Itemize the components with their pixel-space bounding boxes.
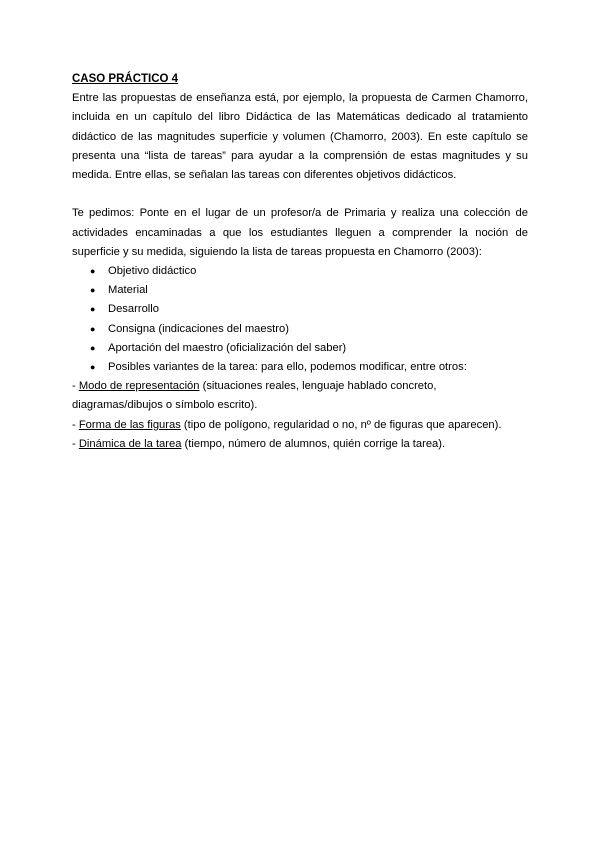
variant-prefix: - — [72, 380, 79, 393]
document-page — [72, 70, 528, 454]
variant-detail: (tipo de polígono, regularidad o no, nº de figuras que aparecen). — [180, 418, 502, 431]
variant-prefix: - — [72, 418, 79, 431]
task-item-label: Consigna (indicaciones del maestro) — [108, 322, 289, 335]
paragraph-spacer — [72, 185, 528, 204]
task-item-label: Desarrollo — [108, 303, 159, 316]
variant-term: Dinámica de la tarea — [78, 437, 182, 450]
variant-prefix: - — [72, 437, 79, 450]
task-item-label: Objetivo didáctico — [108, 265, 197, 278]
task-item-label: Posibles variantes de la tarea: para ello, podemos modificar, entre otros: — [108, 361, 467, 374]
bullet-icon: ● — [90, 342, 96, 353]
bullet-icon: ● — [90, 304, 96, 315]
bullet-icon: ● — [90, 285, 96, 296]
variant-term: Forma de las figuras — [78, 418, 181, 431]
variant-line — [72, 435, 528, 454]
variant-detail: (tiempo, número de alumnos, quién corrige la tarea). — [181, 437, 446, 450]
task-list-item — [90, 281, 528, 300]
case-title: CASO PRÁCTICO 4 — [72, 73, 179, 85]
variant-line — [72, 377, 528, 415]
bullet-icon: ● — [90, 323, 96, 334]
task-paragraph: Te pedimos: Ponte en el lugar de un profesor/a de Primaria y realiza una colección de actividades encaminadas a que los estudiantes lleguen a comprender la noción de superficie y su medida, siguiendo la lista de tareas propuesta en Chamorro (2003): — [72, 207, 528, 258]
task-list-item — [90, 339, 528, 358]
variant-line — [72, 416, 528, 435]
bullet-icon: ● — [90, 362, 96, 373]
task-list-item — [90, 300, 528, 319]
task-list-item — [90, 320, 528, 339]
task-item-label: Material — [108, 284, 148, 297]
task-list — [72, 262, 528, 377]
intro-paragraph: Entre las propuestas de enseñanza está, por ejemplo, la propuesta de Carmen Chamorro, incluida en un capítulo del libro Didáctica de las Matemáticas dedicado al tratamiento didáctico de las magnitudes superficie y volumen (Chamorro, 2003). En este capítulo se presenta una “lista de tareas” para ayudar a la comprensión de estas magnitudes y su medida. Entre ellas, se señalan las tareas con diferentes objetivos didácticos. — [72, 92, 528, 182]
variant-term: Modo de representación — [78, 380, 200, 393]
task-item-label: Aportación del maestro (oficialización del saber) — [108, 341, 347, 354]
task-list-item — [90, 262, 528, 281]
task-list-item — [90, 358, 528, 377]
variant-detail: (situaciones reales, lenguaje hablado concreto, diagramas/dibujos o símbolo escrito). — [72, 380, 437, 412]
bullet-icon: ● — [90, 266, 96, 277]
